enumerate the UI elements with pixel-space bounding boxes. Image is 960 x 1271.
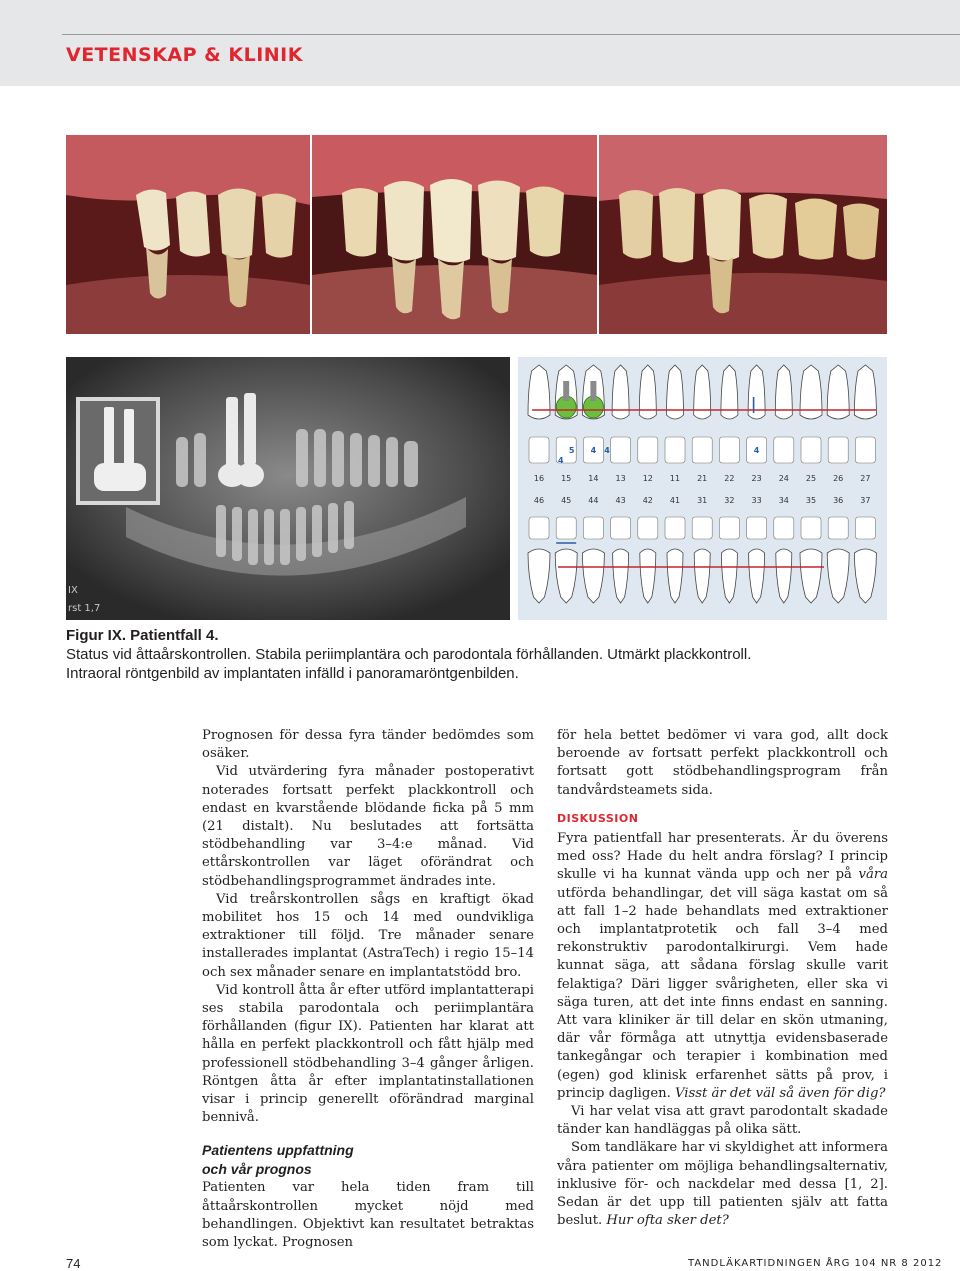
upper-tooth-outline xyxy=(528,365,550,419)
clinical-photo-front xyxy=(312,135,597,334)
lower-tooth-number: 32 xyxy=(724,496,735,505)
xray-label-1: IX xyxy=(68,585,78,596)
lower-occlusal-box xyxy=(692,517,712,539)
upper-tooth-number: 27 xyxy=(860,474,871,483)
upper-occlusal-box xyxy=(665,437,685,463)
lower-tooth-number: 37 xyxy=(860,496,871,505)
lower-tooth-outline xyxy=(854,549,876,603)
periodontal-chart-svg xyxy=(518,357,887,620)
upper-occlusal-box xyxy=(719,437,739,463)
upper-occlusal-box xyxy=(529,437,549,463)
paragraph: Vid utvärdering fyra månader postoperativt noterades fortsatt perfekt plackkontroll och endast en kvarstående blödande ficka på 5 mm (21 distalt). Nu beslutades att fortsätta stödbehandling var 3–4:e månad. Vid ettårskontrollen var läget oförändrat och stödbehandlingsprogrammet ändrades inte. xyxy=(202,764,534,889)
upper-tooth-number: 26 xyxy=(833,474,844,483)
upper-tooth-number: 21 xyxy=(697,474,708,483)
header-rule xyxy=(62,34,960,35)
lower-tooth-number: 34 xyxy=(778,496,789,505)
upper-tooth-outline xyxy=(827,365,849,419)
lower-tooth-outline xyxy=(613,549,629,603)
lower-occlusal-box xyxy=(719,517,739,539)
upper-tooth-number: 25 xyxy=(805,474,817,483)
upper-occlusal-box xyxy=(692,437,712,463)
text-column-1 xyxy=(202,727,534,1252)
lower-occlusal-box xyxy=(801,517,821,539)
lower-tooth-number: 45 xyxy=(561,496,572,505)
lower-tooth-outline xyxy=(694,549,710,603)
panoramic-xray xyxy=(66,357,510,620)
lower-occlusal-box xyxy=(556,517,576,539)
journal-footer: TANDLÄKARTIDNINGEN ÅRG 104 NR 8 2012 xyxy=(688,1258,943,1269)
lower-occlusal-box xyxy=(855,517,875,539)
upper-tooth-number: 16 xyxy=(533,474,545,483)
lower-tooth-outline xyxy=(667,549,683,603)
lower-occlusal-box xyxy=(583,517,603,539)
lower-tooth-number: 43 xyxy=(615,496,626,505)
lower-tooth-outline xyxy=(827,549,849,603)
upper-tooth-number: 11 xyxy=(669,474,681,483)
pocket-depth-value: 4 xyxy=(590,446,597,455)
upper-tooth-number: 13 xyxy=(615,474,626,483)
upper-tooth-number: 23 xyxy=(751,474,762,483)
lower-tooth-number: 42 xyxy=(642,496,653,505)
lower-tooth-outline xyxy=(800,549,822,603)
upper-tooth-number: 15 xyxy=(561,474,572,483)
upper-tooth-number: 22 xyxy=(724,474,735,483)
lower-occlusal-box xyxy=(828,517,848,539)
lower-tooth-number: 41 xyxy=(669,496,681,505)
clinical-photo-right xyxy=(66,135,310,334)
lower-tooth-outline xyxy=(640,549,656,603)
upper-tooth-outline xyxy=(854,365,876,419)
periodontal-chart xyxy=(518,357,887,620)
header-band xyxy=(0,0,960,86)
lower-tooth-outline xyxy=(721,549,737,603)
section-heading-diskussion: DISKUSSION xyxy=(557,811,639,825)
lower-occlusal-box xyxy=(529,517,549,539)
subheading-line-2: och vår prognos xyxy=(202,1161,312,1178)
caption-label: Figur IX. Patientfall 4. xyxy=(66,627,219,644)
upper-tooth-number: 12 xyxy=(642,474,653,483)
section-title: VETENSKAP & KLINIK xyxy=(66,44,303,66)
text-run: utförda behandlingar, det vill säga kastat om så att fall 1–2 hade behandlats med extraktioner och implantatprotetik och fall 3–4 med rekonstruktiv parodontalkirurgi. Vem hade kunnat säga, att sådana förslag skulle varit felaktiga? Däri ligger svårigheten, eller ska vi säga turen, att det inte finns endast en sanning. Att vara kliniker är till delar en skön utmaning, där vår förmåga att utnyttja evidensbaserade tankegångar och terapier i kombination med (egen) god klinisk erfarenhet sätts på prov, i princip dagligen. xyxy=(557,885,888,1101)
lower-tooth-outline xyxy=(749,549,765,603)
lower-occlusal-box xyxy=(747,517,767,539)
lower-tooth-number: 36 xyxy=(833,496,844,505)
pocket-depth-value: 4 xyxy=(753,446,760,455)
upper-tooth-outline xyxy=(612,365,629,419)
pocket-depth-value: 4 xyxy=(557,456,564,465)
paragraph: Prognosen för dessa fyra tänder bedömdes som osäker. xyxy=(202,728,534,762)
figure-caption xyxy=(66,626,846,683)
paragraph: Vi har velat visa att gravt parodontalt skadade tänder kan handläggas på olika sätt. xyxy=(557,1104,888,1138)
upper-tooth-outline xyxy=(775,365,792,419)
upper-tooth-number: 14 xyxy=(588,474,599,483)
lower-tooth-outline xyxy=(776,549,792,603)
upper-occlusal-box xyxy=(828,437,848,463)
lower-occlusal-box xyxy=(665,517,685,539)
upper-occlusal-box xyxy=(801,437,821,463)
italic-run: våra xyxy=(858,867,888,883)
paragraph: Vid kontroll åtta år efter utförd implantatterapi ses stabila parodontala och periimplantära förhållanden (figur IX). Patienten har klarat att hålla en perfekt plackkontroll och fått hjälp med professionell stödbehandling 3–4 gånger årligen. Röntgen åtta år efter implantatinstallationen visar i princip generellt oförändrad marginal bennivå. xyxy=(202,982,534,1126)
text-column-2 xyxy=(557,727,888,1230)
pocket-depth-value: 5 xyxy=(568,446,575,455)
clinical-photo-left xyxy=(599,135,887,334)
lower-tooth-outline xyxy=(582,549,604,603)
italic-run: Hur ofta sker det? xyxy=(606,1213,729,1229)
lower-tooth-number: 31 xyxy=(697,496,708,505)
text-run: Fyra patientfall har presenterats. Är du överens med oss? Hade du helt andra förslag? I princip skulle vi ha kunnat vända upp och ner på xyxy=(557,831,888,883)
caption-line-2: Status vid åttaårskontrollen. Stabila periimplantära och parodontala förhållanden. Utmärkt plackkontroll. xyxy=(66,646,752,663)
lower-tooth-number: 44 xyxy=(588,496,599,505)
upper-tooth-outline xyxy=(800,365,822,419)
paragraph: för hela bettet bedömer vi vara god, allt dock beroende av fortsatt perfekt plackkontroll och fortsatt gott stödbehandlingsprogram från tandvårdsteamets sida. xyxy=(557,728,888,798)
lower-tooth-outline xyxy=(528,549,550,603)
upper-tooth-number: 24 xyxy=(778,474,789,483)
paragraph: Vid treårskontrollen sågs en kraftigt ökad mobilitet hos 15 och 14 med oundvikliga extraktioner till följd. Tre månader senare installerades implantat (AstraTech) i regio 15–14 och sex månader senare en implantatstödd bro. xyxy=(202,891,534,980)
lower-occlusal-box xyxy=(611,517,631,539)
paragraph-diskussion xyxy=(557,830,888,1103)
lower-occlusal-box xyxy=(774,517,794,539)
pocket-depth-value: 4 xyxy=(604,446,610,455)
upper-occlusal-box xyxy=(638,437,658,463)
upper-tooth-outline xyxy=(667,365,684,419)
lower-tooth-number: 33 xyxy=(751,496,762,505)
upper-occlusal-box xyxy=(855,437,875,463)
paragraph xyxy=(557,1139,888,1230)
page-number: 74 xyxy=(66,1256,81,1271)
lower-occlusal-box xyxy=(638,517,658,539)
caption-line-3: Intraoral röntgenbild av implantaten infälld i panoramaröntgenbilden. xyxy=(66,665,519,682)
upper-tooth-outline xyxy=(694,365,711,419)
upper-occlusal-box xyxy=(774,437,794,463)
upper-tooth-outline xyxy=(721,365,738,419)
paragraph: Patienten var hela tiden fram till åttaårskontrollen mycket nöjd med behandlingen. Objektivt kan resultatet betraktas som lyckat. Prognosen xyxy=(202,1180,534,1251)
implant-fixture xyxy=(563,381,569,401)
implant-fixture xyxy=(590,381,596,401)
upper-tooth-outline xyxy=(639,365,656,419)
text-run: Som tandläkare har vi skyldighet att informera våra patienter om möjliga behandlingsalternativ, inklusive för- och nackdelar med dessa [1, 2]. Sedan är det upp till patienten själv att fatta beslut. xyxy=(557,1140,888,1229)
italic-run: Visst är det väl så även för dig? xyxy=(675,1085,886,1101)
lower-tooth-number: 35 xyxy=(805,496,817,505)
lower-tooth-number: 46 xyxy=(533,496,545,505)
subheading-line-1: Patientens uppfattning xyxy=(202,1142,354,1159)
upper-tooth-outline xyxy=(748,365,765,419)
upper-occlusal-box xyxy=(611,437,631,463)
lower-tooth-outline xyxy=(555,549,577,603)
xray-label-2: rst 1,7 xyxy=(68,603,101,614)
